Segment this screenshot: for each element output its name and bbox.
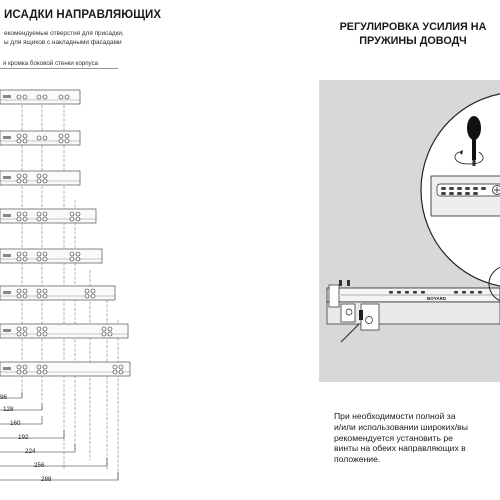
mounting-hole [23,370,27,374]
mounting-hole [17,294,21,298]
title-line: ПРУЖИНЫ ДОВОДЧ [359,35,467,47]
mounting-hole [59,134,63,138]
rail-brand-mark [3,136,11,139]
mounting-hole [17,134,21,138]
mounting-hole [113,365,117,369]
mounting-hole [37,217,41,221]
mounting-hole [17,179,21,183]
mounting-hole [37,294,41,298]
mounting-hole [43,289,47,293]
mounting-hole [17,327,21,331]
mounting-hole [17,370,21,374]
rail-outline [0,209,96,223]
mounting-hole [43,217,47,221]
mounting-hole [37,136,41,140]
mounting-hole [43,252,47,256]
mounting-hole [119,365,123,369]
soft-close-adjustment-illustration [319,80,500,382]
rail-profile [0,90,80,104]
title-line: РЕГУЛИРОВКА УСИЛИЯ НА [339,21,487,33]
mounting-hole [17,139,21,143]
rail-brand-mark [3,214,11,217]
mounting-hole [17,289,21,293]
mounting-hole [85,294,89,298]
dimension-label: 96 [0,394,8,401]
mounting-hole [23,294,27,298]
rail-outline [0,286,115,300]
mounting-hole [43,212,47,216]
rail-brand-mark [3,291,11,294]
mounting-hole [23,257,27,261]
mounting-hole [43,257,47,261]
mounting-hole [23,289,27,293]
rail-profile [0,362,130,376]
mounting-hole [85,289,89,293]
mounting-hole [70,217,74,221]
mounting-hole [23,252,27,256]
mounting-hole [91,294,95,298]
mounting-hole [70,252,74,256]
mounting-hole [70,257,74,261]
dimension-label: 128 [3,406,14,413]
mounting-hole [17,252,21,256]
mounting-hole [17,217,21,221]
instruction-text [334,411,500,465]
mounting-hole [23,174,27,178]
rail-profile [0,324,128,338]
mounting-hole [91,289,95,293]
rail-brand-mark [3,176,11,179]
mounting-hole [23,327,27,331]
rail-brand-mark [3,95,11,98]
rail-profile [0,249,102,263]
mounting-hole [17,174,21,178]
mounting-hole [17,257,21,261]
mounting-hole [43,365,47,369]
rail-outline [0,249,102,263]
mounting-hole [17,365,21,369]
rail-brand-mark [3,367,11,370]
mounting-hole [102,327,106,331]
dimension-label: 224 [25,448,36,455]
mounting-hole [59,95,63,99]
dimension-label: 288 [41,476,52,483]
mounting-hole [37,289,41,293]
edge-note: я кромка боковой стенки корпуса [3,60,99,67]
left-page-title: ИСАДКИ НАПРАВЛЯЮЩИХ [4,9,162,21]
instruction-line: При необходимости полной за [334,411,456,421]
mounting-hole [37,327,41,331]
description-line: екомендуемые отверстия для присадки, [4,30,124,37]
mounting-hole [17,332,21,336]
rail-profile [0,171,80,185]
mounting-hole [23,217,27,221]
mounting-hole [59,139,63,143]
mounting-hole [70,212,74,216]
mounting-hole [102,332,106,336]
mounting-hole [76,257,80,261]
instruction-line: рекомендуется установить ре [334,432,453,443]
rail-brand-mark [3,254,11,257]
description-line: ы для ящиков с накладными фасадами [4,38,122,46]
mounting-hole [43,294,47,298]
mounting-hole [65,139,69,143]
mounting-hole [113,370,117,374]
right-page-title [326,20,500,48]
mounting-hole [37,174,41,178]
mounting-hole [23,139,27,143]
mounting-hole [119,370,123,374]
mounting-hole [37,95,41,99]
mounting-hole [43,136,47,140]
mounting-hole [43,327,47,331]
mounting-hole [23,212,27,216]
rail-profile [0,131,80,145]
dimension-label: 192 [18,434,29,441]
instruction-line: и/или использовании широких/вы [334,421,468,432]
instruction-line: положение. [334,454,381,465]
mounting-hole [43,95,47,99]
illustration-panel [319,80,500,382]
mounting-hole [23,134,27,138]
mounting-hole [43,179,47,183]
rail-brand-label: BOYARD [427,296,447,301]
mounting-hole [23,179,27,183]
mounting-hole [37,212,41,216]
mounting-hole [37,365,41,369]
mounting-hole [43,332,47,336]
mounting-hole [108,327,112,331]
mounting-hole [17,95,21,99]
mounting-hole [108,332,112,336]
mounting-hole [37,179,41,183]
mounting-hole [43,174,47,178]
mounting-hole [43,370,47,374]
rail-profile [0,209,96,223]
mounting-hole [17,212,21,216]
instruction-line: винты на обеих направляющих в [334,443,466,454]
dimension-label: 160 [10,420,21,427]
mounting-hole [65,134,69,138]
mounting-hole [37,370,41,374]
mounting-hole [23,332,27,336]
mounting-hole [23,95,27,99]
rail-brand-mark [3,329,11,332]
mounting-hole [37,257,41,261]
mounting-hole [65,95,69,99]
mounting-hole [76,217,80,221]
mounting-hole [76,252,80,256]
dimension-label: 256 [34,462,45,469]
mounting-hole [23,365,27,369]
mounting-hole [37,332,41,336]
mounting-hole [37,252,41,256]
rail-profile [0,286,115,300]
mounting-hole [76,212,80,216]
rails-group [0,90,130,376]
